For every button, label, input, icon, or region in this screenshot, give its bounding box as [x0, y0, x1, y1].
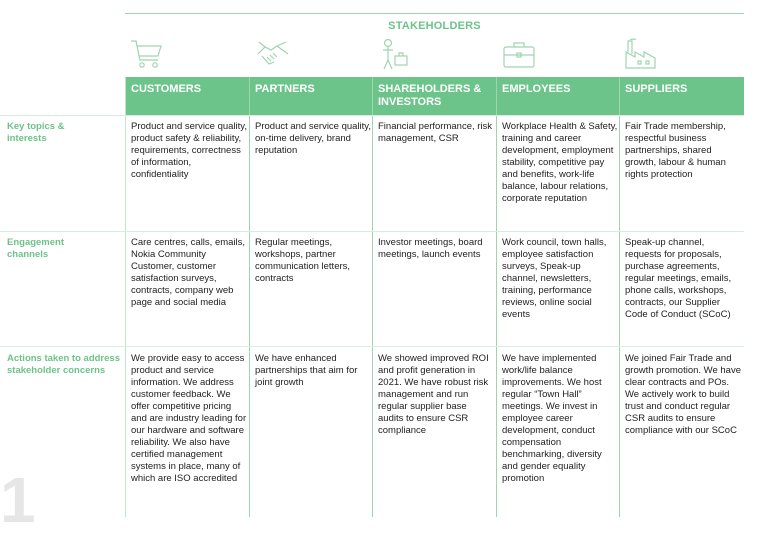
cell-shareholders-actions: We showed improved ROI and profit generation in 2021. We have robust risk management and run regular supplier base audits to ensure CSR compliance	[378, 353, 489, 436]
cell-partners-topics: Product and service quality, on-time delivery, brand reputation	[255, 121, 371, 156]
page-marker: 1	[0, 464, 36, 536]
column-header-suppliers: SUPPLIERS	[625, 83, 688, 95]
cell-customers-actions: We provide easy to access product and service information. We address customer feedback. We offer competitive pricing and are industry leading for our hardware and software reliability. We also have certified management systems in place, many of which are ISO accredited	[131, 353, 247, 484]
cell-suppliers-actions: We joined Fair Trade and growth promotion. We have clear contracts and POs. We actively work to build trust and conduct regular CSR audits to ensure compliance with our SCoC	[625, 353, 741, 436]
column-divider	[372, 77, 373, 517]
column-header-customers: CUSTOMERS	[131, 83, 202, 95]
table-title: STAKEHOLDERS	[388, 20, 481, 32]
cell-customers-topics: Product and service quality, product safety & reliability, requirements, correctness of information, confidentiality	[131, 121, 247, 180]
column-header-partners: PARTNERS	[255, 83, 315, 95]
column-divider	[125, 77, 126, 517]
column-header-employees: EMPLOYEES	[502, 83, 571, 95]
column-divider	[619, 77, 620, 517]
cart-icon	[130, 38, 164, 70]
column-divider	[496, 77, 497, 517]
column-header-shareholders: SHAREHOLDERS & INVESTORS	[378, 83, 482, 108]
factory-icon	[624, 38, 658, 70]
row-label-engagement: Engagement channels	[7, 237, 65, 260]
cell-employees-topics: Workplace Health & Safety, training and career development, employment stability, competitive pay and benefits, work-life balance, labour relations, corporate reputation	[502, 121, 618, 204]
top-rule	[125, 13, 744, 14]
briefcase-icon	[502, 38, 536, 70]
row-divider	[0, 231, 744, 232]
cell-shareholders-engagement: Investor meetings, board meetings, launch events	[378, 237, 483, 260]
cell-suppliers-engagement: Speak-up channel, requests for proposals, purchase agreements, regular meetings, emails, phone calls, workshops, contracts, our Supplier Code of Conduct (SCoC)	[625, 237, 732, 320]
cell-employees-engagement: Work council, town halls, employee satisfaction surveys, Speak-up channel, newsletters, training, performance reviews, online social events	[502, 237, 607, 320]
cell-partners-engagement: Regular meetings, workshops, partner communication letters, contracts	[255, 237, 351, 284]
row-divider	[0, 115, 744, 116]
row-label-key-topics: Key topics & interests	[7, 121, 65, 144]
investor-icon	[377, 38, 411, 70]
row-divider	[0, 346, 744, 347]
cell-shareholders-topics: Financial performance, risk management, CSR	[378, 121, 493, 144]
cell-partners-actions: We have enhanced partnerships that aim for joint growth	[255, 353, 358, 388]
cell-suppliers-topics: Fair Trade membership, respectful business partnerships, shared growth, labour & human rights protection	[625, 121, 726, 180]
handshake-icon	[256, 38, 290, 70]
cell-customers-engagement: Care centres, calls, emails, Nokia Community Customer, customer satisfaction surveys, contracts, company web page and social media	[131, 237, 246, 308]
cell-employees-actions: We have implemented work/life balance improvements. We host regular “Town Hall” meetings. We invest in employee career development, conduct compensation benchmarking, diversity and gender equality promotion	[502, 353, 602, 484]
column-divider	[249, 77, 250, 517]
row-label-actions: Actions taken to address stakeholder concerns	[7, 353, 120, 376]
